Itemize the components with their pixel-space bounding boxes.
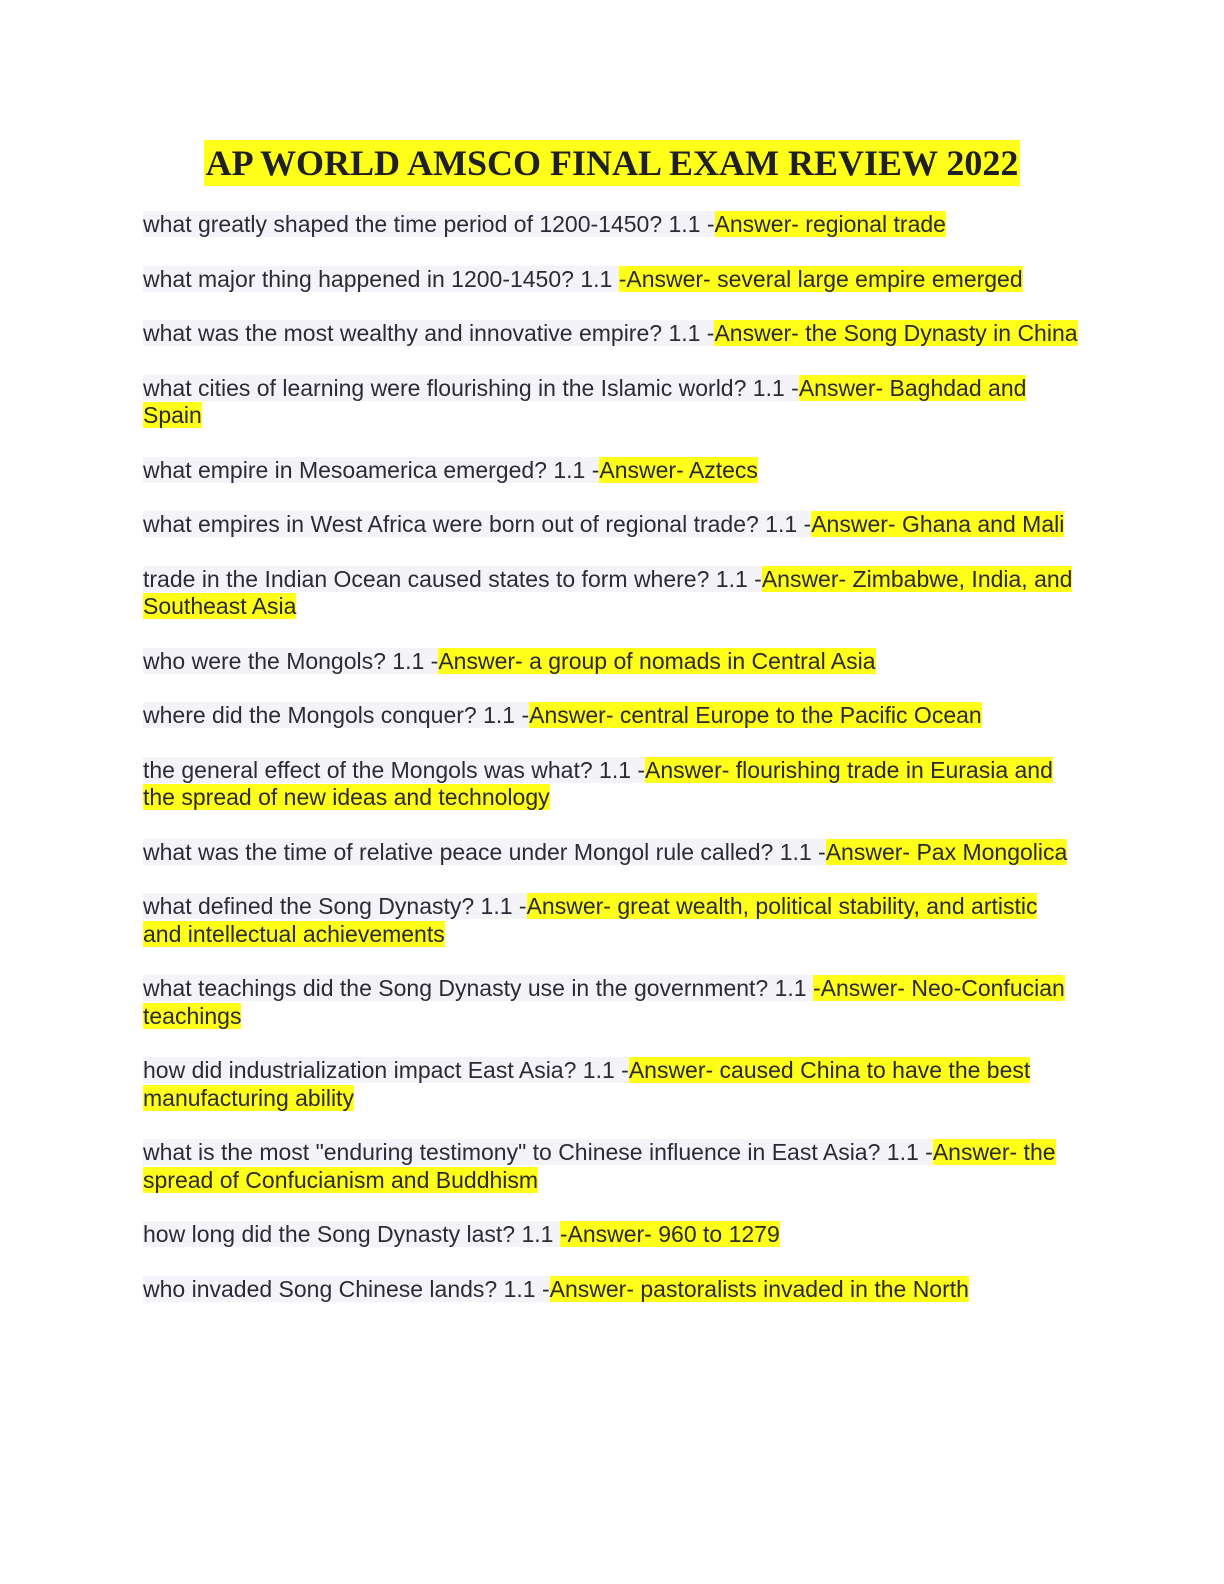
qa-item — [143, 757, 1078, 812]
answer-highlight: -Answer- 960 to 1279 — [559, 1221, 780, 1247]
qa-item — [143, 457, 1078, 485]
qa-item — [143, 511, 1078, 539]
answer-highlight: Answer- a group of nomads in Central Asia — [438, 647, 876, 674]
qa-item — [143, 266, 1078, 294]
answer-highlight: Answer- Baghdad and Spain — [143, 374, 1027, 428]
qa-item — [143, 375, 1078, 430]
qa-item — [143, 975, 1078, 1030]
answer-highlight: Answer- the Song Dynasty in China — [714, 320, 1078, 346]
question-text: who invaded Song Chinese lands? 1.1 - — [143, 1275, 550, 1302]
document-title: AP WORLD AMSCO FINAL EXAM REVIEW 2022 — [204, 140, 1021, 186]
qa-item — [143, 566, 1078, 621]
answer-highlight: Answer- flourishing trade in Eurasia and the spread of new ideas and technology — [143, 756, 1053, 810]
answer-highlight: -Answer- Neo-Confucian teachings — [143, 975, 1065, 1029]
question-text: what teachings did the Song Dynasty use in the government? 1.1 — [143, 975, 813, 1001]
question-text: what cities of learning were flourishing in the Islamic world? 1.1 - — [143, 374, 799, 401]
answer-highlight: Answer- central Europe to the Pacific Ocean — [529, 702, 982, 728]
question-text: what empires in West Africa were born out of regional trade? 1.1 - — [143, 511, 812, 537]
qa-item — [143, 320, 1078, 348]
answer-highlight: Answer- caused China to have the best manufacturing ability — [143, 1057, 1031, 1111]
answer-highlight: Answer- pastoralists invaded in the North — [549, 1275, 969, 1302]
qa-item — [143, 1276, 1078, 1304]
qa-item — [143, 702, 1078, 730]
qa-item — [143, 1139, 1078, 1194]
qa-item — [143, 1057, 1078, 1112]
qa-item — [143, 893, 1078, 948]
question-text: how long did the Song Dynasty last? 1.1 — [143, 1221, 560, 1247]
question-text: the general effect of the Mongols was what? 1.1 - — [143, 756, 646, 783]
answer-highlight: -Answer- several large empire emerged — [618, 265, 1023, 292]
question-text: how did industrialization impact East Asia? 1.1 - — [143, 1057, 629, 1083]
answer-highlight: Answer- Aztecs — [599, 456, 758, 483]
question-text: what empire in Mesoamerica emerged? 1.1 - — [143, 456, 600, 483]
answer-highlight: Answer- Ghana and Mali — [811, 511, 1065, 537]
question-text: what was the time of relative peace under Mongol rule called? 1.1 - — [143, 838, 826, 865]
answer-highlight: Answer- Pax Mongolica — [825, 838, 1068, 865]
answer-highlight: Answer- great wealth, political stability, and artistic and intellectual achievements — [143, 893, 1038, 947]
question-text: trade in the Indian Ocean caused states to form where? 1.1 - — [143, 565, 762, 592]
question-text: what greatly shaped the time period of 1200-1450? 1.1 - — [143, 211, 715, 237]
question-text: where did the Mongols conquer? 1.1 - — [143, 702, 530, 728]
qa-list — [143, 211, 1078, 1330]
question-text: what major thing happened in 1200-1450? 1.1 — [143, 265, 619, 292]
question-text: what was the most wealthy and innovative empire? 1.1 - — [143, 320, 715, 346]
question-text: who were the Mongols? 1.1 - — [143, 647, 439, 674]
question-text: what defined the Song Dynasty? 1.1 - — [143, 893, 527, 919]
qa-item — [143, 1221, 1078, 1249]
question-text: what is the most "enduring testimony" to Chinese influence in East Asia? 1.1 - — [143, 1139, 933, 1165]
answer-highlight: Answer- the spread of Confucianism and Buddhism — [143, 1139, 1056, 1193]
title-container — [0, 140, 1224, 186]
answer-highlight: Answer- Zimbabwe, India, and Southeast Asia — [143, 565, 1073, 619]
answer-highlight: Answer- regional trade — [714, 211, 946, 237]
qa-item — [143, 648, 1078, 676]
qa-item — [143, 211, 1078, 239]
qa-item — [143, 839, 1078, 867]
